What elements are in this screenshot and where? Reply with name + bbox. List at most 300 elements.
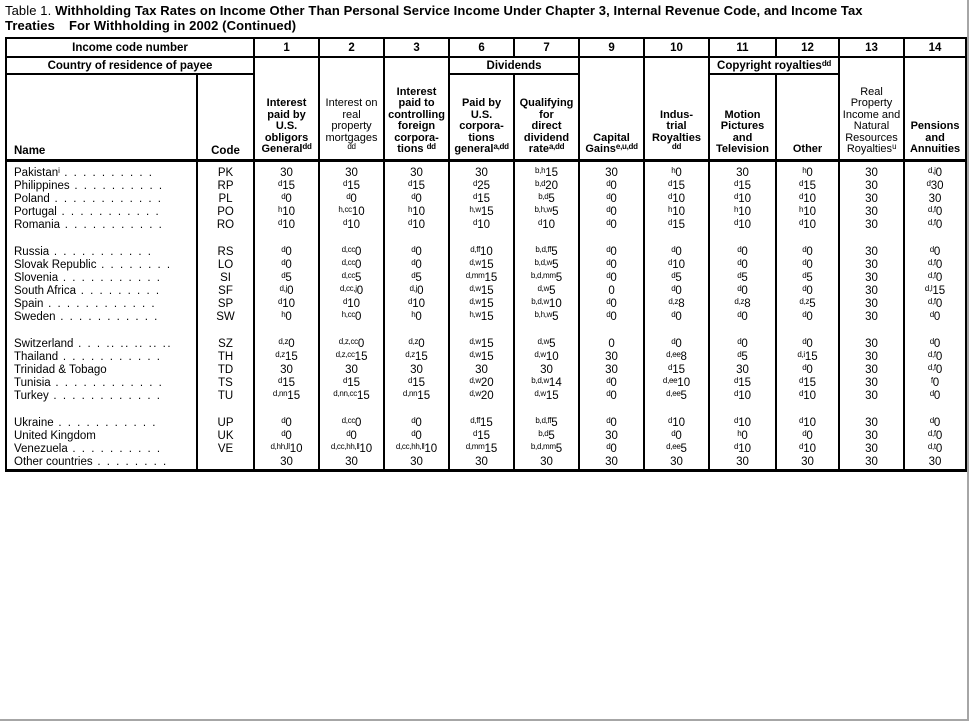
rate-cell: $^{d,w}$20 — [449, 390, 514, 403]
rate-cell: $^{d,j}$0 — [254, 285, 319, 298]
income-code-7: 7 — [514, 38, 579, 57]
rate-cell: $^d$0 — [904, 417, 966, 430]
rate-cell: $^{b,d,w}$14 — [514, 377, 579, 390]
rate-footnote: d,f — [927, 362, 936, 372]
rate-footnote: d — [671, 336, 676, 346]
rate-cell: 30 — [319, 456, 384, 471]
rate-cell: 30 — [839, 167, 904, 180]
rate-footnote: h — [281, 309, 286, 319]
country-row — [6, 351, 966, 364]
col-header-other-copyright — [776, 74, 839, 160]
rate-cell: 30 — [449, 167, 514, 180]
col-header-line: dividend — [523, 131, 570, 144]
rate-footnote: d — [668, 257, 673, 267]
country-row — [6, 443, 966, 456]
rate-footnote: d — [671, 428, 676, 438]
col-header-line: Resources — [845, 131, 898, 144]
rate-cell: 0 — [579, 285, 644, 298]
rate-cell: $^{d,f}$0 — [904, 259, 966, 272]
rate-footnote: d,ee — [662, 375, 678, 385]
rate-cell: $^{d,w}$15 — [449, 259, 514, 272]
dot-leader: . . . . . . . . . . . . — [43, 297, 157, 310]
rate-footnote: d — [281, 244, 286, 254]
rate-footnote: d — [281, 191, 286, 201]
rate-footnote: d — [734, 375, 739, 385]
dot-leader: . . . . . . . . . . . . — [49, 192, 163, 205]
country-row — [6, 193, 966, 206]
separator-cell — [6, 403, 197, 417]
rate-cell: $^{d,cc,hh,ll}$10 — [384, 443, 449, 456]
rate-cell: $^d$0 — [776, 338, 839, 351]
rate-footnote: d — [281, 257, 286, 267]
country-name-cell: Russia . . . . . . . . . . . — [6, 246, 197, 259]
rate-cell: $^{b,d,ff}$5 — [514, 246, 579, 259]
rate-footnote: d,z — [275, 349, 285, 359]
country-code-cell: PL — [197, 193, 254, 206]
rate-footnote: d — [281, 270, 286, 280]
title-line2b: For Withholding in 2002 (Continued) — [68, 18, 297, 33]
separator-cell — [579, 232, 644, 246]
rate-cell: $^d$15 — [319, 180, 384, 193]
rate-footnote: h,w — [469, 309, 481, 319]
country-code-cell: SZ — [197, 338, 254, 351]
col-header-motion-pictures — [709, 74, 776, 160]
rate-footnote: h,cc — [341, 309, 356, 319]
rate-cell: $^{h,cc}$10 — [319, 206, 384, 219]
rate-cell: $^{h,w}$15 — [449, 311, 514, 324]
rate-cell: 30 — [709, 364, 776, 377]
rate-cell: $^d$0 — [709, 285, 776, 298]
rate-cell: $^d$0 — [254, 193, 319, 206]
rate-footnote: d — [671, 309, 676, 319]
rate-cell: $^{d,w}$20 — [449, 377, 514, 390]
rate-footnote: b,d,mm — [530, 441, 556, 451]
country-row — [6, 206, 966, 219]
country-name-cell: Portugal . . . . . . . . . . . — [6, 206, 197, 219]
separator-cell — [644, 324, 709, 338]
separator-cell — [6, 232, 197, 246]
rate-footnote: d,w — [469, 257, 481, 267]
rate-cell: $^d$10 — [514, 219, 579, 232]
rate-cell: $^d$15 — [644, 180, 709, 193]
rate-cell: $^{d,cc,j}$0 — [319, 285, 384, 298]
rate-footnote: d — [278, 217, 283, 227]
country-name-cell: Turkey . . . . . . . . . . . . — [6, 390, 197, 403]
col-header-line: Property — [850, 97, 893, 109]
rate-cell: $^{b,d,w}$5 — [514, 259, 579, 272]
col-header-line: Qualifying — [519, 97, 574, 109]
rate-cell: $^d$10 — [776, 390, 839, 403]
dot-leader: . . . . . . . . . . . — [58, 350, 162, 363]
country-row — [6, 259, 966, 272]
rate-cell: $^d$10 — [776, 443, 839, 456]
rate-cell: $^{d,i}$15 — [776, 351, 839, 364]
rate-footnote: d — [668, 362, 673, 372]
col-header-line: foreign — [397, 120, 436, 132]
rate-cell: $^d$10 — [384, 298, 449, 311]
rate-footnote: d,z — [408, 336, 419, 346]
rate-cell: 30 — [384, 364, 449, 377]
rate-cell: $^d$10 — [709, 417, 776, 430]
rate-cell: $^d$0 — [579, 259, 644, 272]
rate-cell: $^d$15 — [319, 377, 384, 390]
rate-cell: 30 — [904, 193, 966, 206]
rate-cell: 30 — [384, 167, 449, 180]
rate-cell: $^d$15 — [644, 364, 709, 377]
col-header-dividends-direct-rate — [514, 74, 579, 160]
country-row — [6, 311, 966, 324]
country-code-cell: SF — [197, 285, 254, 298]
rate-cell: 30 — [839, 180, 904, 193]
rate-cell: $^d$10 — [709, 219, 776, 232]
rate-cell: $^d$0 — [384, 193, 449, 206]
separator-cell — [904, 403, 966, 417]
rate-cell: $^d$10 — [776, 219, 839, 232]
rate-footnote: d — [411, 415, 416, 425]
rate-footnote: b,d,ff — [535, 415, 552, 425]
rate-cell: $^f$0 — [904, 377, 966, 390]
rate-cell: 30 — [839, 272, 904, 285]
rate-footnote: d — [408, 217, 413, 227]
rate-cell: $^{d,f}$0 — [904, 298, 966, 311]
country-row — [6, 390, 966, 403]
country-row — [6, 285, 966, 298]
country-name-cell: Philippines . . . . . . . . . . — [6, 180, 197, 193]
rate-cell: $^d$0 — [254, 430, 319, 443]
rate-cell: $^d$15 — [384, 377, 449, 390]
rate-footnote: d — [278, 296, 283, 306]
rate-cell: 30 — [839, 430, 904, 443]
rate-cell: $^d$0 — [709, 259, 776, 272]
country-code-cell: RP — [197, 180, 254, 193]
col-header-line: obligors — [264, 131, 309, 144]
separator-cell — [449, 403, 514, 417]
rate-cell: $^{b,h,w}$5 — [514, 311, 579, 324]
rate-cell: $^d$5 — [644, 272, 709, 285]
separator-cell — [776, 232, 839, 246]
rate-footnote: d — [929, 388, 934, 398]
country-row — [6, 246, 966, 259]
rate-cell: $^{d,f}$0 — [904, 206, 966, 219]
rate-cell: $^{d,cc}$5 — [319, 272, 384, 285]
rate-cell: $^{d,z,cc}$15 — [319, 351, 384, 364]
col-header-interest-us-obligors — [254, 57, 319, 160]
rate-cell: $^{d,f}$0 — [904, 364, 966, 377]
rate-cell: $^d$0 — [644, 430, 709, 443]
rate-cell: $^d$0 — [644, 246, 709, 259]
rate-cell: 30 — [449, 364, 514, 377]
dot-leader: . . . . . . . . . . — [67, 442, 162, 455]
rate-cell: 30 — [514, 456, 579, 471]
rate-footnote: h — [411, 309, 416, 319]
group-separator-row — [6, 403, 966, 417]
rate-footnote: d — [737, 309, 742, 319]
rate-cell: $^h$10 — [254, 206, 319, 219]
rate-cell: $^{d,ff}$15 — [449, 417, 514, 430]
header-detail-row — [6, 74, 966, 160]
rate-cell: $^d$15 — [644, 219, 709, 232]
rate-cell: $^{h,cc}$0 — [319, 311, 384, 324]
rate-cell: $^d$10 — [254, 219, 319, 232]
col-header-line: Television — [716, 143, 769, 155]
rate-cell: 30 — [319, 364, 384, 377]
separator-cell — [514, 232, 579, 246]
country-name-cell: Tunisia . . . . . . . . . . . . — [6, 377, 197, 390]
rate-cell: 30 — [839, 298, 904, 311]
rate-footnote: h — [671, 165, 676, 175]
rate-cell: 30 — [319, 167, 384, 180]
income-code-label: Income code number — [6, 38, 254, 57]
rate-cell: $^{d,z,cc}$0 — [319, 338, 384, 351]
rate-cell: $^d$15 — [709, 180, 776, 193]
rate-footnote: d — [737, 270, 742, 280]
rate-cell: $^{b,h,w}$5 — [514, 206, 579, 219]
rate-footnote: b,d,w — [531, 296, 549, 306]
rate-cell: $^h$0 — [384, 311, 449, 324]
rate-footnote: d — [343, 296, 348, 306]
separator-cell — [197, 232, 254, 246]
separator-cell — [254, 232, 319, 246]
rate-cell: $^d$0 — [384, 246, 449, 259]
rate-cell: $^{d,w}$5 — [514, 285, 579, 298]
income-code-14: 14 — [904, 38, 966, 57]
rate-footnote: h — [737, 428, 742, 438]
country-name-cell: Slovak Republic . . . . . . . . — [6, 259, 197, 272]
rate-footnote: d,cc,hh,ll — [330, 441, 360, 451]
rate-footnote: f — [930, 375, 933, 385]
separator-cell — [254, 403, 319, 417]
rate-footnote: h — [408, 204, 413, 214]
rate-cell: $^d$0 — [644, 311, 709, 324]
col-header-line: Royalties$^u$ — [846, 142, 897, 155]
country-code-cell: SW — [197, 311, 254, 324]
rate-footnote: d — [668, 191, 673, 201]
group-separator-row — [6, 232, 966, 246]
dividends-label: Dividends — [486, 59, 542, 72]
rate-cell: $^{d,z}$0 — [254, 338, 319, 351]
rate-cell: $^d$10 — [709, 443, 776, 456]
rate-cell: $^{d,z}$8 — [644, 298, 709, 311]
country-row — [6, 364, 966, 377]
country-row — [6, 180, 966, 193]
rate-cell: $^d$0 — [579, 180, 644, 193]
rate-footnote: d — [734, 178, 739, 188]
country-row — [6, 219, 966, 232]
rate-cell: $^d$0 — [904, 311, 966, 324]
country-name-cell: Pakistan$^i$ . . . . . . . . . . — [6, 167, 197, 180]
rate-cell: 30 — [839, 246, 904, 259]
rate-cell: $^d$5 — [384, 272, 449, 285]
rate-cell: $^d$0 — [579, 219, 644, 232]
rate-cell: $^{d,z}$15 — [254, 351, 319, 364]
separator-cell — [514, 403, 579, 417]
rate-footnote: d — [802, 244, 807, 254]
rate-footnote: d — [737, 244, 742, 254]
separator-cell — [839, 324, 904, 338]
rate-cell: 30 — [839, 219, 904, 232]
rate-footnote: d,cc — [341, 270, 356, 280]
rate-cell: $^{d,nn}$15 — [254, 390, 319, 403]
rate-footnote: d — [668, 415, 673, 425]
rate-cell: $^d$10 — [709, 390, 776, 403]
col-header-line: and — [925, 131, 945, 144]
rate-cell: $^{d,j}$0 — [384, 285, 449, 298]
rate-footnote: d — [408, 375, 413, 385]
rate-cell: $^d$0 — [776, 285, 839, 298]
rate-cell: 30 — [579, 364, 644, 377]
dot-leader: . . . . . . . . . . . — [60, 218, 164, 231]
rate-cell: $^d$0 — [254, 417, 319, 430]
rate-cell: $^h$0 — [254, 311, 319, 324]
col-header-line: Natural — [853, 120, 890, 132]
rate-cell: $^d$5 — [776, 272, 839, 285]
rate-footnote: d,ff — [470, 415, 480, 425]
rate-footnote: d — [802, 283, 807, 293]
rate-cell: $^{d,z}$8 — [709, 298, 776, 311]
rate-footnote: d — [737, 283, 742, 293]
rate-cell: $^{d,w}$15 — [449, 285, 514, 298]
rate-cell: $^d$10 — [776, 193, 839, 206]
rate-footnote: d,f — [927, 349, 936, 359]
separator-cell — [449, 232, 514, 246]
country-name-cell: Venezuela . . . . . . . . . . — [6, 443, 197, 456]
rate-cell: $^d$15 — [254, 180, 319, 193]
country-row — [6, 298, 966, 311]
rate-cell: $^d$0 — [904, 390, 966, 403]
rate-cell: 30 — [839, 285, 904, 298]
rate-cell: $^d$15 — [449, 430, 514, 443]
country-name-cell: Other countries . . . . . . . . — [6, 456, 197, 471]
rate-cell: $^{b,d}$5 — [514, 430, 579, 443]
rate-footnote: d — [799, 441, 804, 451]
col-footnote: u — [892, 142, 897, 151]
country-code-cell: TD — [197, 364, 254, 377]
rate-footnote: b,d — [535, 178, 546, 188]
rate-cell: $^d$0 — [709, 246, 776, 259]
col-header-line: paid to — [398, 97, 435, 109]
rate-footnote: h — [802, 165, 807, 175]
rate-cell: $^{d,cc,hh,ll}$10 — [319, 443, 384, 456]
separator-cell — [839, 403, 904, 417]
rate-cell: $^h$10 — [776, 206, 839, 219]
rate-cell: $^d$0 — [776, 311, 839, 324]
rate-cell: $^{b,h}$15 — [514, 167, 579, 180]
rate-footnote: h — [668, 204, 673, 214]
rate-footnote: d — [606, 441, 611, 451]
title-prefix: Table 1. — [5, 3, 52, 18]
rate-footnote: d — [929, 336, 934, 346]
rate-footnote: d,cc,hh,ll — [395, 441, 425, 451]
rate-cell: $^d$0 — [776, 246, 839, 259]
separator-cell — [384, 232, 449, 246]
country-code-cell: RO — [197, 219, 254, 232]
col-header-line: Other — [792, 143, 823, 155]
rate-cell: $^d$10 — [449, 219, 514, 232]
rate-cell: 30 — [709, 456, 776, 471]
rate-footnote: d — [737, 257, 742, 267]
rate-cell: $^{d,t}$0 — [904, 443, 966, 456]
rate-footnote: d,cc — [341, 244, 356, 254]
rate-footnote: d — [278, 375, 283, 385]
separator-cell — [776, 403, 839, 417]
country-name-cell: Trinidad & Tobago — [6, 364, 197, 377]
dot-leader: . . . . . . . . . . . — [55, 310, 159, 323]
col-header-line: and — [732, 131, 753, 144]
country-name-cell: Spain . . . . . . . . . . . . — [6, 298, 197, 311]
rate-footnote: h — [734, 204, 739, 214]
rate-footnote: d — [343, 375, 348, 385]
rate-cell: $^{b,d}$5 — [514, 193, 579, 206]
rate-footnote: d — [668, 217, 673, 227]
rate-cell: $^d$10 — [384, 219, 449, 232]
rate-cell: 30 — [254, 364, 319, 377]
rate-cell: 30 — [579, 456, 644, 471]
rate-footnote: d — [802, 336, 807, 346]
rate-cell: 30 — [839, 456, 904, 471]
col-header-line: Motion — [724, 108, 761, 121]
rate-cell: $^h$10 — [384, 206, 449, 219]
rate-cell: $^d$0 — [709, 311, 776, 324]
rate-footnote: d — [606, 244, 611, 254]
rate-footnote: d — [606, 309, 611, 319]
rate-cell: $^d$10 — [254, 298, 319, 311]
rate-cell: $^{b,d,ff}$5 — [514, 417, 579, 430]
rate-cell: $^d$0 — [254, 246, 319, 259]
rate-cell: $^d$5 — [709, 272, 776, 285]
rate-cell: $^{h,w}$15 — [449, 206, 514, 219]
rate-footnote: d — [408, 178, 413, 188]
rate-footnote: d,z,cc — [338, 336, 358, 346]
rate-cell: $^d$5 — [709, 351, 776, 364]
dot-leader: . . . . . . . . . . . . — [50, 376, 164, 389]
col-header-capital-gains — [579, 57, 644, 160]
col-header-line: corpora- — [394, 131, 439, 144]
col-header-line: real — [342, 108, 361, 121]
col-header-line: corpora- — [459, 120, 504, 132]
rate-footnote: d — [926, 178, 931, 188]
country-name-cell: Sweden . . . . . . . . . . . — [6, 311, 197, 324]
rate-footnote: d,cc,j — [339, 283, 357, 293]
rate-cell: $^d$15 — [776, 377, 839, 390]
rate-cell: $^d$0 — [579, 443, 644, 456]
rate-cell: $^d$0 — [776, 430, 839, 443]
rate-cell: $^{d,ee}$10 — [644, 377, 709, 390]
rate-footnote: d,mm — [465, 270, 485, 280]
rate-footnote: d — [799, 415, 804, 425]
rate-footnote: h,cc — [338, 204, 352, 214]
rate-footnote: d,cc — [341, 415, 356, 425]
rate-footnote: d — [671, 283, 676, 293]
col-header-line: U.S. — [470, 108, 493, 121]
col-header-line: Indus- — [660, 108, 694, 121]
rate-cell: $^d$15 — [776, 180, 839, 193]
rate-cell: $^d$10 — [776, 417, 839, 430]
income-code-9: 9 — [579, 38, 644, 57]
rate-footnote: d — [411, 191, 416, 201]
rate-footnote: d — [737, 349, 742, 359]
rate-cell: $^d$15 — [449, 193, 514, 206]
separator-cell — [514, 324, 579, 338]
rate-footnote: d — [802, 270, 807, 280]
rate-cell: $^{d,w}$15 — [514, 390, 579, 403]
rate-footnote: b,h — [535, 165, 546, 175]
country-name-cell: Thailand . . . . . . . . . . . — [6, 351, 197, 364]
rate-cell: $^d$0 — [644, 338, 709, 351]
rate-footnote: d — [606, 296, 611, 306]
rate-cell: 30 — [254, 167, 319, 180]
rate-footnote: d,t — [927, 441, 936, 451]
rate-footnote: d — [411, 257, 416, 267]
